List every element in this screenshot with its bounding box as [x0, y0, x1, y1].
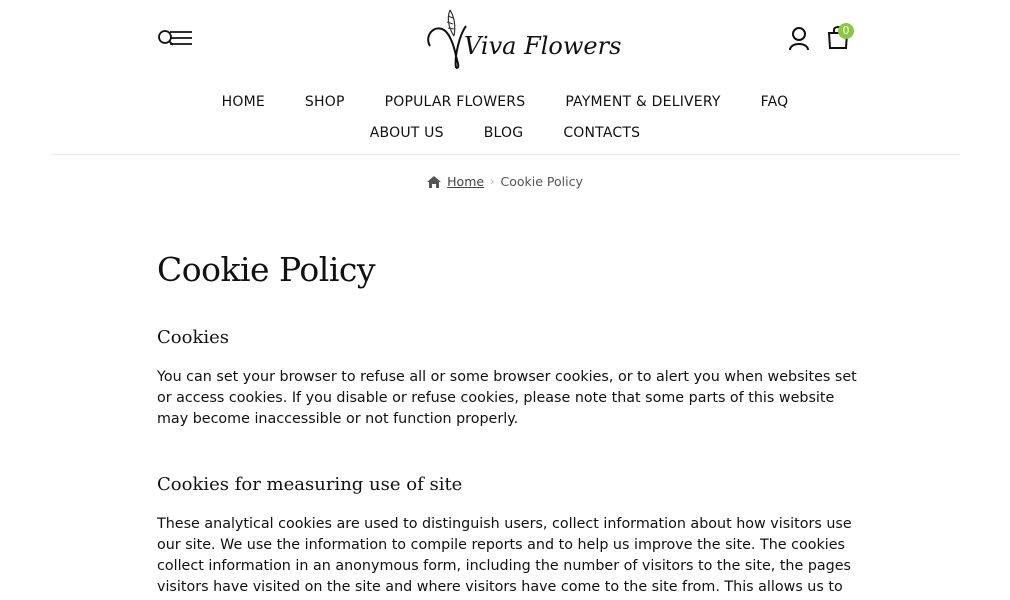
nav-item-home[interactable]: HOME [221, 93, 265, 110]
nav-row-2 [0, 117, 1010, 148]
home-icon [427, 176, 441, 188]
nav-item-faq[interactable]: FAQ [760, 93, 789, 110]
nav-item-popular-flowers[interactable]: POPULAR FLOWERS [384, 93, 526, 110]
breadcrumb-separator-icon: › [490, 175, 495, 188]
nav-item-shop[interactable]: SHOP [304, 93, 345, 110]
nav-item-payment-delivery[interactable]: PAYMENT & DELIVERY [565, 93, 721, 110]
logo-text: Viva Flowers [464, 32, 622, 60]
page-title: Cookie Policy [157, 250, 376, 289]
nav-item-about-us[interactable]: ABOUT US [369, 124, 444, 141]
main-navigation [0, 86, 1010, 148]
site-logo[interactable] [420, 6, 622, 70]
section-heading-measuring: Cookies for measuring use of site [157, 474, 463, 495]
site-header [0, 0, 960, 155]
cart-count-badge: 0 [838, 23, 854, 39]
breadcrumb-current: Cookie Policy [500, 174, 583, 189]
section-heading-cookies: Cookies [157, 327, 229, 348]
user-icon[interactable] [786, 25, 812, 51]
nav-item-contacts[interactable]: CONTACTS [563, 124, 641, 141]
nav-row-1 [0, 86, 1010, 117]
page-content [157, 250, 857, 598]
section-text-measuring: These analytical cookies are used to distinguish users, collect information about how visitors use our site. We use the information to compile reports and to help us improve the site. The cookies collect information in an anonymous form, including the number of visitors to the site, the pages visitors have visited on the site and where visitors have come to the site from. This allows us to [157, 516, 852, 595]
breadcrumb [0, 174, 1010, 189]
header-divider [52, 154, 960, 155]
breadcrumb-home-link[interactable]: Home [447, 174, 485, 189]
section-text-cookies: You can set your browser to refuse all or some browser cookies, or to alert you when websites set or access cookies. If you disable or refuse cookies, please note that some parts of this website may become inaccessible or not function properly. [157, 369, 857, 427]
nav-item-blog[interactable]: BLOG [483, 124, 524, 141]
menu-search-icon[interactable] [156, 28, 194, 50]
